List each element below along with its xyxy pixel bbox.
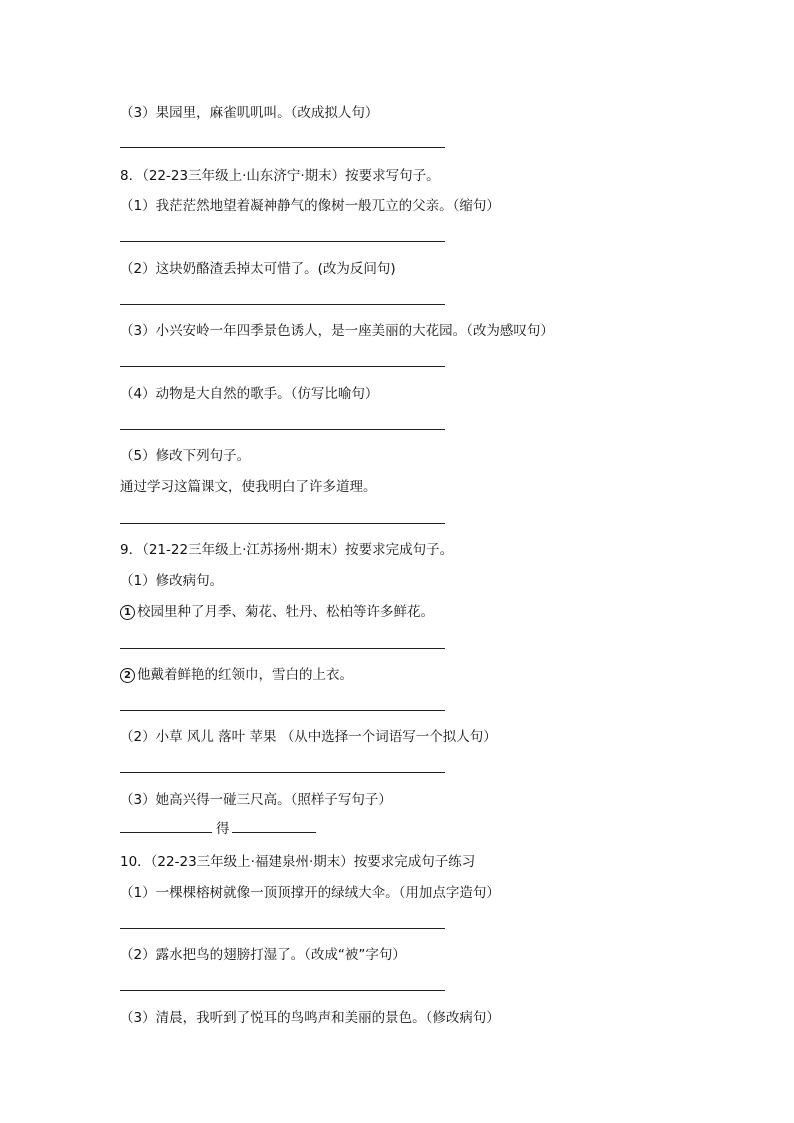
answer-line (120, 366, 445, 367)
circled-number-1: 1 (120, 605, 135, 620)
answer-line (120, 304, 445, 305)
q10-header: 10．（22-23三年级上·福建泉州·期末）按要求完成句子练习 (120, 854, 476, 870)
answer-line (120, 241, 445, 242)
q8-item-1: （1）我茫茫然地望着凝神静气的像树一般兀立的父亲。（缩句） (120, 198, 500, 214)
q8-item-5-sentence: 通过学习这篇课文，使我明白了许多道理。 (120, 479, 377, 495)
answer-line (120, 990, 445, 991)
answer-line (120, 710, 445, 711)
q10-item-2: （2）露水把鸟的翅膀打湿了。（改成“被”字句） (120, 947, 406, 963)
fill-blank (120, 818, 212, 833)
q9-sub-1 (120, 602, 434, 622)
answer-line (120, 147, 445, 148)
q9-sub-2 (120, 665, 353, 685)
q10-item-1: （1）一棵棵榕树就像一顶顶撑开的绿绒大伞。（用加点字造句） (120, 885, 500, 901)
answer-line (120, 772, 445, 773)
q9-header: 9．（21-22三年级上·江苏扬州·期末）按要求完成句子。 (120, 542, 454, 558)
answer-line (120, 648, 445, 649)
circled-number-2: 2 (120, 668, 135, 683)
answer-line (120, 523, 445, 524)
answer-line (120, 928, 445, 929)
q9-sub-2-text: 他戴着鲜艳的红领巾，雪白的上衣。 (137, 667, 353, 683)
q7-item-3: （3）果园里，麻雀叽叽叫。（改成拟人句） (120, 105, 379, 121)
q10-item-3: （3）清晨，我听到了悦耳的鸟鸣声和美丽的景色。（修改病句） (120, 1010, 500, 1026)
fill-word: 得 (216, 821, 230, 837)
answer-line (120, 429, 445, 430)
q9-sub-1-text: 校园里种了月季、菊花、牡丹、松柏等许多鲜花。 (137, 604, 434, 620)
q9-item-3: （3）她高兴得一碰三尺高。（照样子写句子） (120, 792, 392, 808)
q8-header: 8．（22-23三年级上·山东济宁·期末）按要求写句子。 (120, 168, 440, 184)
q8-item-3: （3）小兴安岭一年四季景色诱人，是一座美丽的大花园。（改为感叹句） (120, 323, 554, 339)
q8-item-5: （5）修改下列句子。 (120, 448, 251, 464)
q9-fill-row (120, 818, 316, 839)
q9-item-2: （2）小草 风儿 落叶 苹果 （从中选择一个词语写一个拟人句） (120, 729, 497, 745)
q8-item-2: （2）这块奶酪渣丢掉太可惜了。(改为反问句) (120, 261, 396, 277)
q9-item-1: （1）修改病句。 (120, 573, 224, 589)
fill-blank (232, 818, 316, 833)
q8-item-4: （4）动物是大自然的歌手。（仿写比喻句） (120, 386, 379, 402)
